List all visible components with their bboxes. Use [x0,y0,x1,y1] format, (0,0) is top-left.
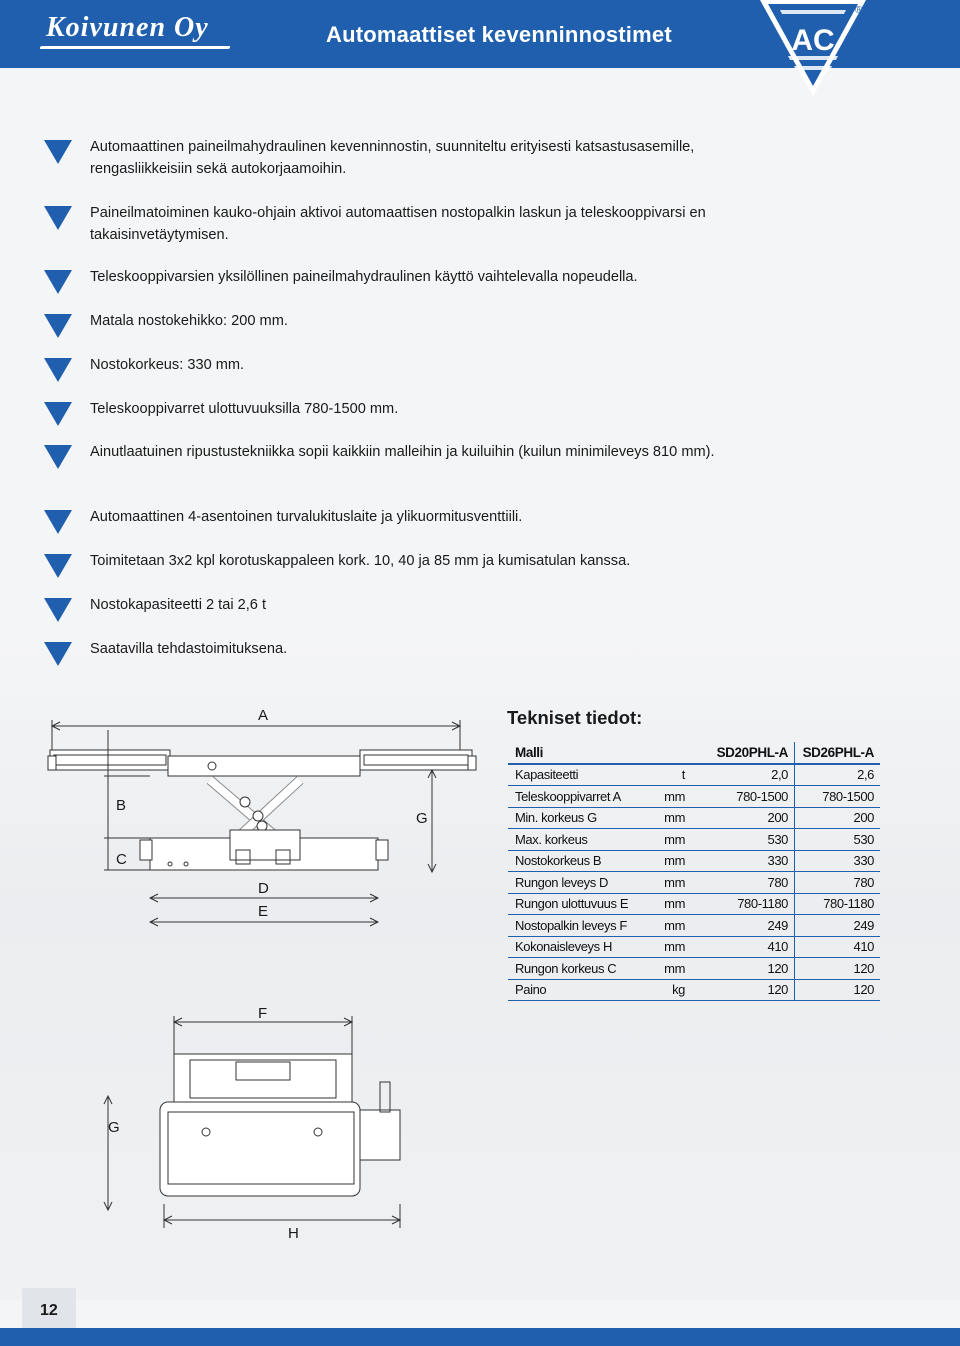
list-item-text: Automaattinen 4-asentoinen turvalukituslaite ja ylikuormitusventtiili. [90,509,523,525]
company-logo [46,12,209,44]
table-cell: mm [644,807,691,829]
list-item-text: Teleskooppivarsien yksilöllinen paineilmahydraulinen käyttö vaihtelevalla nopeudella. [90,269,638,285]
table-cell: Paino [508,979,644,1001]
triangle-bullet-icon [44,270,72,294]
specs-title: Tekniset tiedot: [507,707,643,728]
label-g-top: G [416,810,428,827]
table-cell: Min. korkeus G [508,807,644,829]
table-cell: Max. korkeus [508,829,644,851]
table-row [508,850,880,872]
table-header-cell: SD26PHL-A [795,742,881,764]
table-cell: 120 [691,958,795,980]
table-cell: Kokonaisleveys H [508,936,644,958]
table-cell: 249 [691,915,795,937]
table-cell: Nostopalkin leveys F [508,915,644,937]
label-b: B [116,797,127,814]
label-g-bottom: G [108,1119,120,1136]
table-row [508,764,880,786]
label-c: C [116,851,127,868]
list-item-text: Ainutlaatuinen ripustustekniikka sopii kaikkiin malleihin ja kuiluihin (kuilun minimileveys 810 mm). [90,444,715,460]
table-cell: mm [644,872,691,894]
list-item-text: Matala nostokehikko: 200 mm. [90,313,288,329]
ac-brand-logo-icon [758,0,868,96]
list-item-text: Toimitetaan 3x2 kpl korotuskappaleen kork. 10, 40 ja 85 mm ja kumisatulan kanssa. [90,553,631,569]
table-cell: mm [644,893,691,915]
table-cell: 780 [691,872,795,894]
technical-drawing [40,700,500,1260]
label-e: E [258,903,269,920]
table-cell: mm [644,936,691,958]
table-header-cell: Malli [508,742,644,764]
table-header-cell [644,742,691,764]
table-cell: Teleskooppivarret A [508,786,644,808]
ac-logo-text: AC [791,24,835,57]
table-row [508,786,880,808]
table-row [508,829,880,851]
table-cell: 330 [691,850,795,872]
triangle-bullet-icon [44,554,72,578]
table-header-row [508,742,880,764]
triangle-bullet-icon [44,642,72,666]
table-cell: 120 [691,979,795,1001]
logo-swash [39,46,230,49]
triangle-bullet-icon [44,445,72,469]
table-cell: t [644,764,691,786]
table-cell: 200 [795,807,881,829]
table-cell: mm [644,829,691,851]
triangle-bullet-icon [44,206,72,230]
registered-mark: ® [855,5,863,16]
table-row [508,807,880,829]
table-cell: Nostokorkeus B [508,850,644,872]
plan-view-base [160,1102,360,1196]
table-row [508,979,880,1001]
table-cell: 780-1180 [691,893,795,915]
list-item-text: Nostokorkeus: 330 mm. [90,357,245,373]
page-number: 12 [40,1302,58,1319]
table-cell: 780-1180 [795,893,881,915]
table-cell: 530 [795,829,881,851]
table-row [508,893,880,915]
table-cell: 2,0 [691,764,795,786]
list-item-text: Paineilmatoiminen kauko-ohjain aktivoi automaattisen nostopalkin laskun ja teleskooppivarsi en takaisinvetäytymisen. [90,205,706,243]
page-title: Automaattiset kevenninnostimet [326,22,672,47]
table-cell: 410 [691,936,795,958]
table-cell: mm [644,786,691,808]
table-cell: mm [644,850,691,872]
table-row [508,872,880,894]
triangle-bullet-icon [44,510,72,534]
table-cell: 249 [795,915,881,937]
table-header-cell: SD20PHL-A [691,742,795,764]
label-a: A [258,707,269,724]
triangle-bullet-icon [44,140,72,164]
list-item-text: Teleskooppivarret ulottuvuuksilla 780-1500 mm. [90,401,399,417]
right-telescopic-arm [360,750,472,770]
table-cell: kg [644,979,691,1001]
table-cell: 780-1500 [795,786,881,808]
table-cell: 780 [795,872,881,894]
label-f: F [258,1005,268,1022]
table-cell: Rungon ulottuvuus E [508,893,644,915]
table-cell: mm [644,958,691,980]
list-item-text: Saatavilla tehdastoimituksena. [90,641,288,657]
label-d: D [258,880,269,897]
label-h: H [288,1225,299,1242]
table-row [508,936,880,958]
footer-bar [0,1328,960,1346]
table-row [508,958,880,980]
triangle-bullet-icon [44,358,72,382]
table-cell: 2,6 [795,764,881,786]
valve-unit [360,1110,400,1160]
table-row [508,915,880,937]
table-cell: Rungon korkeus C [508,958,644,980]
table-cell: 530 [691,829,795,851]
table-cell: 410 [795,936,881,958]
triangle-bullet-icon [44,314,72,338]
triangle-bullet-icon [44,402,72,426]
left-telescopic-arm [50,750,170,770]
specs-table [508,742,880,1001]
table-cell: Rungon leveys D [508,872,644,894]
lift-beam [168,756,360,776]
list-item-text: Nostokapasiteetti 2 tai 2,6 t [90,597,267,613]
table-cell: 780-1500 [691,786,795,808]
table-cell: 330 [795,850,881,872]
list-item-text: Automaattinen paineilmahydraulinen kevenninnostin, suunniteltu erityisesti katsastusasemille, rengasliikkeisiin sekä autokorjaamoihin. [90,139,695,177]
table-cell: Kapasiteetti [508,764,644,786]
triangle-bullet-icon [44,598,72,622]
table-cell: mm [644,915,691,937]
table-cell: 120 [795,958,881,980]
company-logo-text: Koivunen Oy [46,12,209,43]
table-cell: 120 [795,979,881,1001]
table-cell: 200 [691,807,795,829]
